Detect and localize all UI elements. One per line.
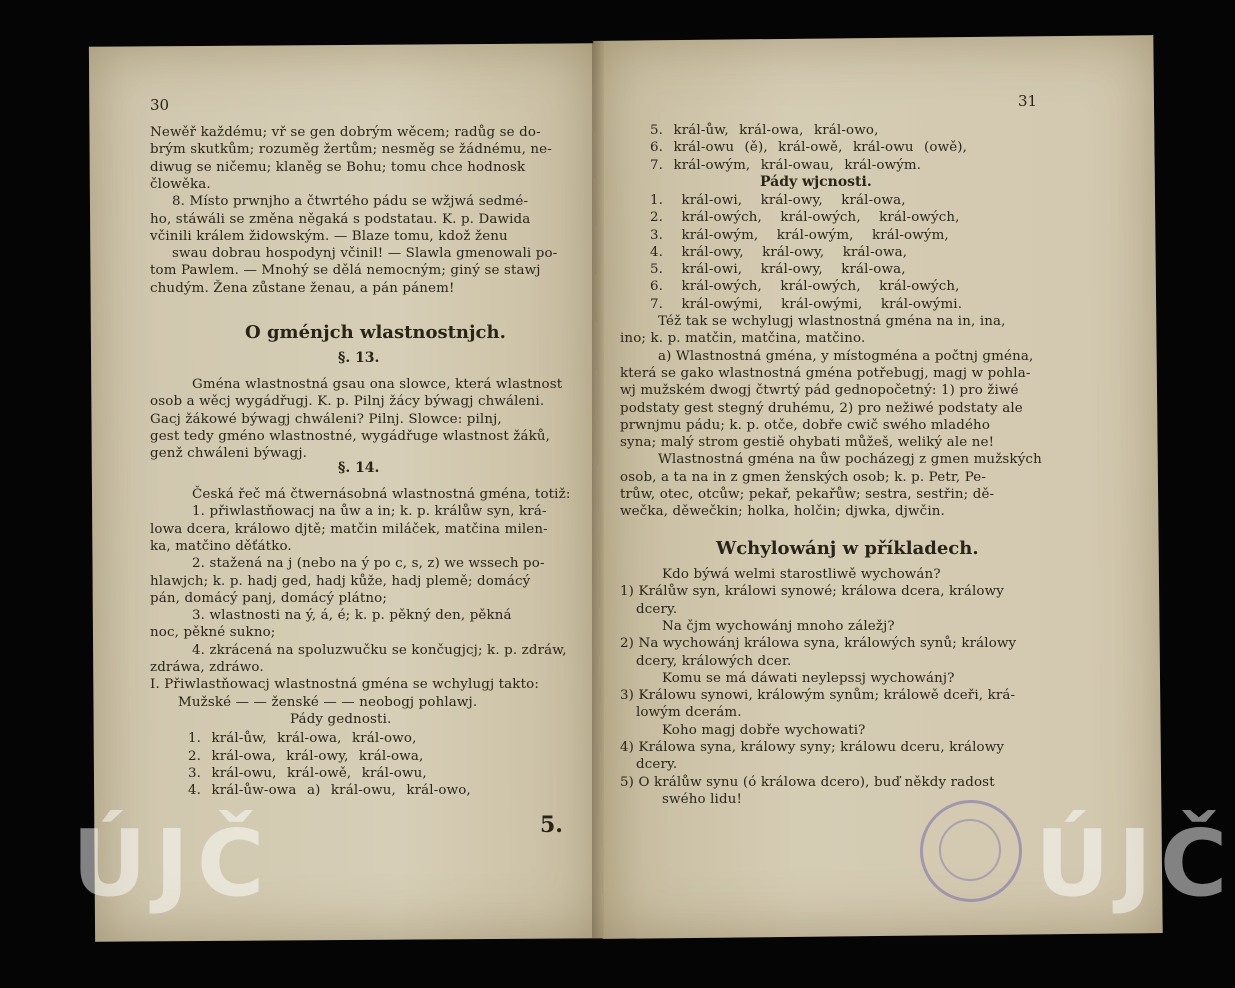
text-line: tom Pawlem. — Mnohý se dělá nemocným; giný se stawj: [150, 263, 541, 279]
text-line: osob a wěcj wygádřugj. K. p. Pilnj žácy býwagj chwáleni.: [150, 394, 545, 410]
text-line: wečka, děwečkin; holka, holčin; djwka, djwčin.: [620, 504, 945, 520]
page-number-right: 31: [1018, 92, 1038, 110]
library-stamp-inner: [939, 819, 1001, 881]
text-line: Též tak se wchylugj wlastnostná gména na in, ina,: [658, 314, 1006, 329]
example-line: lowým dcerám.: [636, 705, 742, 721]
text-line: Wlastnostná gména na ůw pocházegj z gmen mužských: [658, 452, 1042, 468]
text-line: podstaty gest stegný druhému, 2) pro nežiwé podstaty ale: [620, 400, 1023, 416]
text-line: genž chwáleni býwagj.: [150, 446, 308, 462]
signature-mark: 5.: [540, 812, 563, 838]
text-line: syna; malý strom gestiě ohybati můžeš, weliký ale ne!: [620, 435, 995, 451]
book-gutter: [592, 40, 604, 938]
example-line: 1) Králůw syn, králowi synowé; králowa dcera, králowy: [620, 584, 1004, 600]
example-line: dcery.: [636, 757, 678, 773]
text-line: chudým. Žena zůstane ženau, a pán pánem!: [150, 280, 455, 296]
text-line: gest tedy gméno wlastnostné, wygádřuge wlastnost žáků,: [150, 428, 551, 444]
text-line: lowa dcera, králowo djtě; matčin miláček, matčina milen-: [150, 521, 548, 537]
declension-row: 5. král-owi, král-owy, král-owa,: [650, 262, 906, 278]
declension-row: 2. král-owých, král-owých, král-owých,: [650, 210, 960, 226]
text-line: 3. wlastnosti na ý, á, é; k. p. pěkný den, pěkná: [192, 608, 512, 624]
page-number-left: 30: [150, 96, 170, 114]
text-line: I. Přiwlastňowacj wlastnostná gména se wchylugj takto:: [150, 677, 539, 693]
text-line: včinili králem židowským. — Blaze tomu, kdož ženu: [150, 228, 508, 244]
example-line: Komu se má dáwati neylepssj wychowánj?: [662, 670, 955, 686]
text-line: která se gako wlastnostná gména potřebugj, magj w pohla-: [620, 365, 1031, 381]
text-line: 1. přiwlastňowacj na ůw a in; k. p. králůw syn, krá-: [192, 504, 547, 520]
declension-row: 3. král-owým, král-owým, král-owým,: [650, 227, 949, 243]
section-number: §. 14.: [338, 460, 380, 476]
example-line: 3) Králowu synowi, králowým synům; králowě dceři, krá-: [620, 688, 1016, 704]
example-line: Na čjm wychowánj mnoho záležj?: [662, 618, 895, 634]
example-line: swého lidu!: [662, 791, 742, 807]
watermark-right: ÚJČ: [1035, 810, 1235, 917]
example-line: dcery, králowých dcer.: [636, 653, 792, 669]
declension-row: 4. král-owy, král-owy, král-owa,: [650, 244, 908, 260]
text-line: ka, matčino děťátko.: [150, 538, 292, 554]
text-line: 4. zkrácená na spoluzwučku se končugjcj; k. p. zdráw,: [192, 642, 567, 658]
text-line: Česká řeč má čtwernásobná wlastnostná gména, totiž:: [192, 487, 571, 502]
example-line: 2) Na wychowánj králowa syna, králowých synů; králowy: [620, 636, 1017, 652]
text-line: a) Wlastnostná gména, y místogména a počtnj gména,: [658, 348, 1034, 364]
text-line: pán, domácý panj, domácý plátno;: [150, 590, 388, 606]
example-line: dcery.: [636, 601, 678, 617]
text-line: ino; k. p. matčin, matčina, matčino.: [620, 331, 866, 347]
declension-row: 1. král-owi, král-owy, král-owa,: [650, 192, 906, 208]
text-line: Pády gednosti.: [290, 711, 392, 727]
text-line: brým skutkům; rozuměg žertům; nesměg se žádnému, ne-: [150, 142, 552, 158]
declension-row: 4. král-ůw-owa a) král-owu, král-owo,: [188, 783, 471, 799]
text-line: 2. stažená na j (nebo na ý po c, s, z) we wssech po-: [192, 556, 545, 572]
text-line: Gacj žákowé býwagj chwáleni? Pilnj. Slowce: pilnj,: [150, 411, 502, 427]
watermark-left: ÚJČ: [72, 810, 273, 917]
text-line: hlawjch; k. p. hadj ged, hadj kůže, hadj plemě; domácý: [150, 573, 531, 589]
section-heading: Wchylowánj w příkladech.: [716, 538, 979, 559]
plural-heading: Pády wjcnosti.: [760, 173, 872, 190]
text-line: diwug se ničemu; klaněg se Bohu; tomu chce hodnosk: [150, 159, 526, 175]
declension-row: 5. král-ůw, král-owa, král-owo,: [650, 123, 879, 138]
declension-row: 2. král-owa, král-owy, král-owa,: [188, 748, 424, 764]
text-line: wj mužském dwogj čtwrtý pád gednopočetný: 1) pro žiwé: [620, 383, 1019, 399]
example-line: Koho magj dobře wychowati?: [662, 722, 866, 738]
text-line: ho, stáwáli se změna něgaká s podstatau. K. p. Dawida: [150, 211, 531, 227]
declension-row: 6. král-owých, král-owých, král-owých,: [650, 279, 960, 295]
text-line: 8. Místo prwnjho a čtwrtého pádu se wžjwá sedmé-: [172, 194, 529, 210]
text-line: Mužské — — ženské — — neobogj pohlawj.: [178, 694, 478, 710]
text-line: osob, a ta na in z gmen ženských osob; k. p. Petr, Pe-: [620, 469, 987, 485]
library-stamp: [920, 800, 1022, 902]
text-line: swau dobrau hospodynj včinil! — Slawla gmenowali po-: [172, 246, 558, 262]
text-line: noc, pěkné sukno;: [150, 625, 276, 641]
declension-row: 7. král-owým, král-owau, král-owým.: [650, 157, 922, 173]
text-line: Gména wlastnostná gsau ona slowce, která wlastnost: [192, 377, 563, 392]
text-line: trůw, otec, otcůw; pekař, pekařůw; sestra, sestřin; dě-: [620, 487, 995, 502]
section-heading: O gménjch wlastnostnjch.: [245, 322, 506, 343]
declension-row: 7. král-owými, král-owými, král-owými.: [650, 296, 963, 312]
example-line: 5) O králůw synu (ó králowa dcero), buď někdy radost: [620, 774, 995, 790]
declension-row: 1. král-ůw, král-owa, král-owo,: [188, 731, 417, 747]
example-line: Kdo býwá welmi starostliwě wychowán?: [662, 567, 941, 582]
text-line: prwnjmu pádu; k. p. otče, dobře cwič swého mladého: [620, 417, 991, 433]
text-line: člowěka.: [150, 176, 211, 192]
declension-row: 6. král-owu (ě), král-owě, král-owu (owě),: [650, 140, 968, 156]
section-number: §. 13.: [338, 350, 380, 366]
text-line: Newěř každému; vř se gen dobrým wěcem; radůg se do-: [150, 125, 541, 140]
declension-row: 3. král-owu, král-owě, král-owu,: [188, 765, 427, 781]
example-line: 4) Králowa syna, králowy syny; králowu dceru, králowy: [620, 740, 1005, 755]
text-line: zdráwa, zdráwo.: [150, 660, 264, 675]
